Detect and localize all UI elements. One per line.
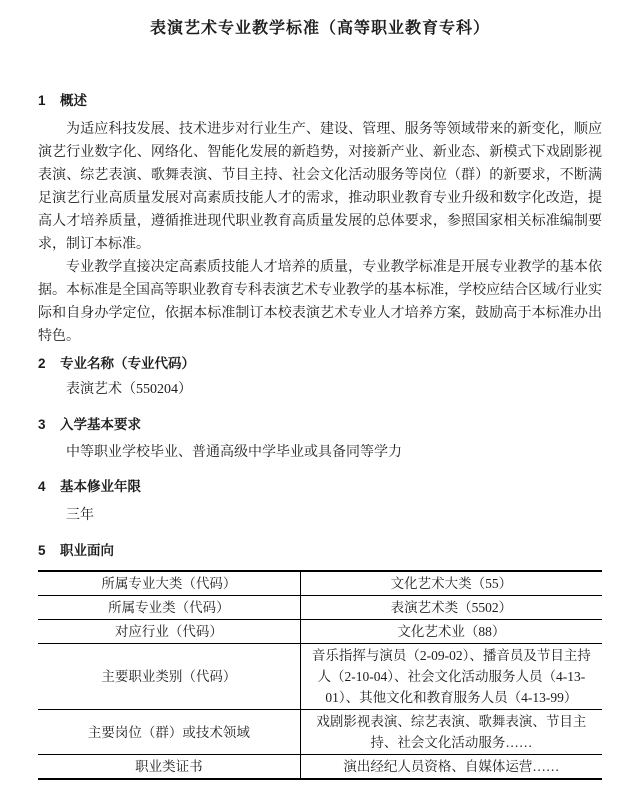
row-label: 主要岗位（群）或技术领域: [38, 710, 300, 755]
row-value: 戏剧影视表演、综艺表演、歌舞表演、节目主持、社会文化活动服务……: [300, 710, 602, 755]
section-1-title: 概述: [60, 93, 87, 108]
row-label: 职业类证书: [38, 755, 300, 780]
section-5-heading: [38, 542, 602, 560]
document-title: 表演艺术专业教学标准（高等职业教育专科）: [149, 20, 490, 37]
table-row-certificates: [38, 755, 602, 780]
table-row-major-category: [38, 571, 602, 596]
section-3-title: 入学基本要求: [60, 417, 141, 432]
row-label: 所属专业类（代码）: [38, 596, 300, 620]
table-row-occupation-categories: [38, 644, 602, 710]
section-4-number: 4: [38, 479, 46, 494]
row-value: 文化艺术业（88）: [300, 620, 602, 644]
overview-paragraph-2: 专业教学直接决定高素质技能人才培养的质量，专业教学标准是开展专业教学的基本依据。本标准是全国高等职业教育专科表演艺术专业教学的基本标准，学校应结合区域/行业实际和自身办学定位，依据本标准制订本校表演艺术专业人才培养方案，鼓励高于本标准办出特色。: [38, 260, 602, 344]
section-3-number: 3: [38, 417, 46, 432]
section-2-title: 专业名称（专业代码）: [60, 356, 195, 371]
major-name-value: 表演艺术（550204）: [66, 382, 192, 397]
career-orientation-table: [38, 570, 602, 780]
row-value: 演出经纪人员资格、自媒体运营……: [343, 759, 560, 774]
entry-requirement-value: 中等职业学校毕业、普通高级中学毕业或具备同等学力: [66, 445, 402, 460]
table-row-industry: [38, 620, 602, 644]
section-5-title: 职业面向: [60, 543, 114, 558]
row-label: 对应行业（代码）: [38, 620, 300, 644]
table-row-major-class: [38, 596, 602, 620]
row-label: 主要职业类别（代码）: [38, 644, 300, 710]
row-label: 所属专业大类（代码）: [38, 571, 300, 596]
section-1-number: 1: [38, 93, 46, 108]
section-3-heading: [38, 416, 602, 434]
section-5-number: 5: [38, 543, 46, 558]
study-duration-value: 三年: [66, 508, 94, 523]
section-4-title: 基本修业年限: [60, 479, 141, 494]
section-4-heading: [38, 478, 602, 496]
overview-paragraph-1: 为适应科技发展、技术进步对行业生产、建设、管理、服务等领域带来的新变化，顺应演艺行业数字化、网络化、智能化发展的新趋势，对接新产业、新业态、新模式下戏剧影视表演、综艺表演、歌舞表演、节目主持、社会文化活动服务等岗位（群）的新要求，不断满足演艺行业高质量发展对高素质技能人才的需求，推动职业教育专业升级和数字化改造，提高人才培养质量，遵循推进现代职业教育高质量发展的总体要求，参照国家相关标准编制要求，制订本标准。: [38, 122, 602, 252]
row-value: 表演艺术类（5502）: [300, 596, 602, 620]
section-2-number: 2: [38, 356, 46, 371]
section-1-heading: [38, 92, 602, 110]
row-value: 文化艺术大类（55）: [300, 571, 602, 596]
section-2-heading: [38, 355, 602, 373]
table-row-main-posts: [38, 710, 602, 755]
row-value: 音乐指挥与演员（2-09-02）、播音员及节目主持人（2-10-04）、社会文化活动服务人员（4-13-01）、其他文化和教育服务人员（4-13-99）: [300, 644, 602, 710]
